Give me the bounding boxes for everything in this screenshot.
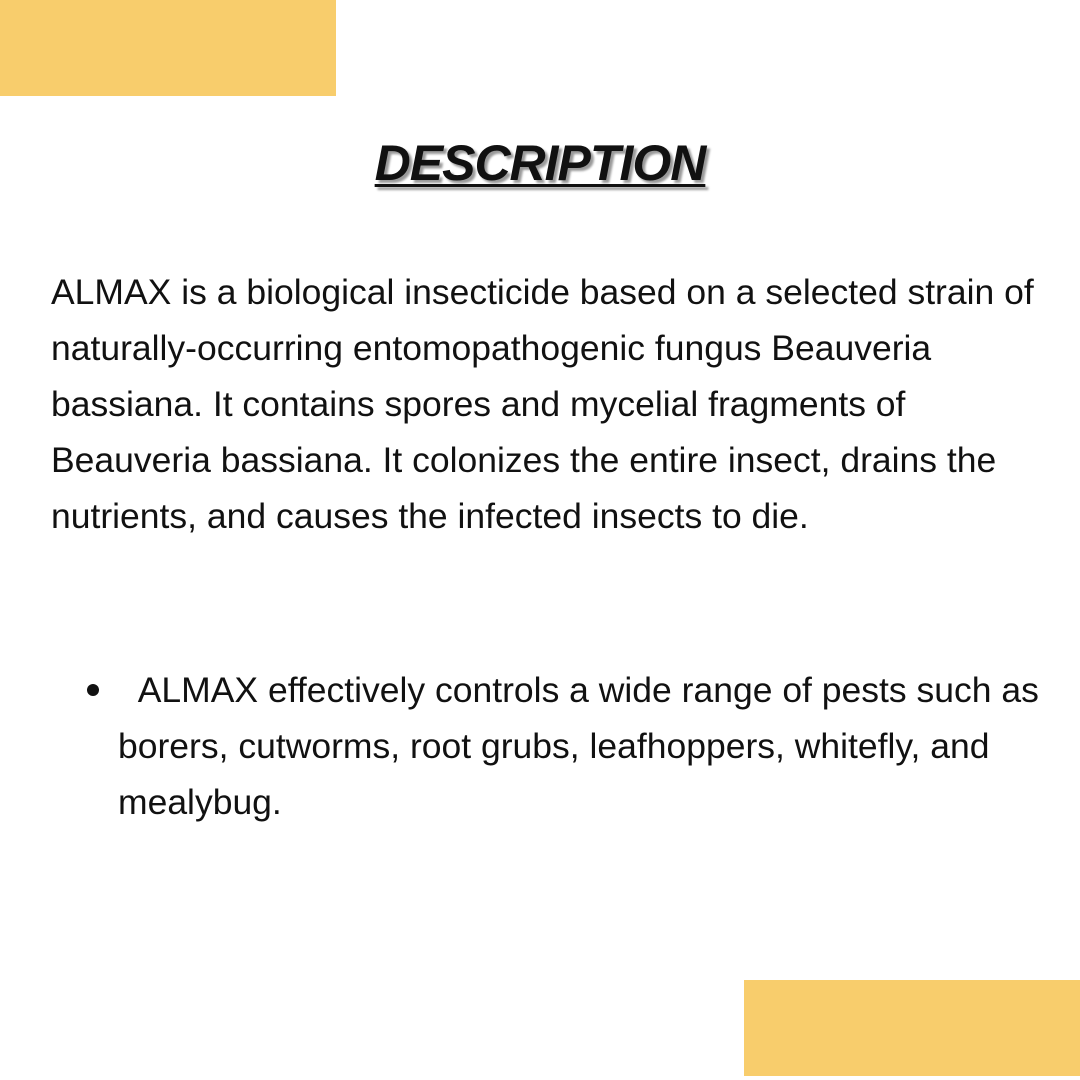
bullet-text: ALMAX effectively controls a wide range of pests such as borers, cutworms, root grubs, leafhoppers, whitefly, and mealybug. — [118, 670, 1049, 822]
page-title: DESCRIPTION — [374, 135, 706, 191]
description-paragraph: ALMAX is a biological insecticide based on a selected strain of naturally-occurring entomopathogenic fungus Beauveria bassiana. It contains spores and mycelial fragments of Beauveria bassiana. It colonizes the entire insect, drains the nutrients, and causes the infected insects to die. — [51, 272, 1034, 536]
decorative-bottom-right-block — [744, 980, 1080, 1076]
decorative-top-left-block — [0, 0, 336, 96]
bullet-dot-icon — [87, 684, 99, 696]
list-item — [118, 662, 1058, 830]
bullet-list — [118, 662, 1058, 830]
